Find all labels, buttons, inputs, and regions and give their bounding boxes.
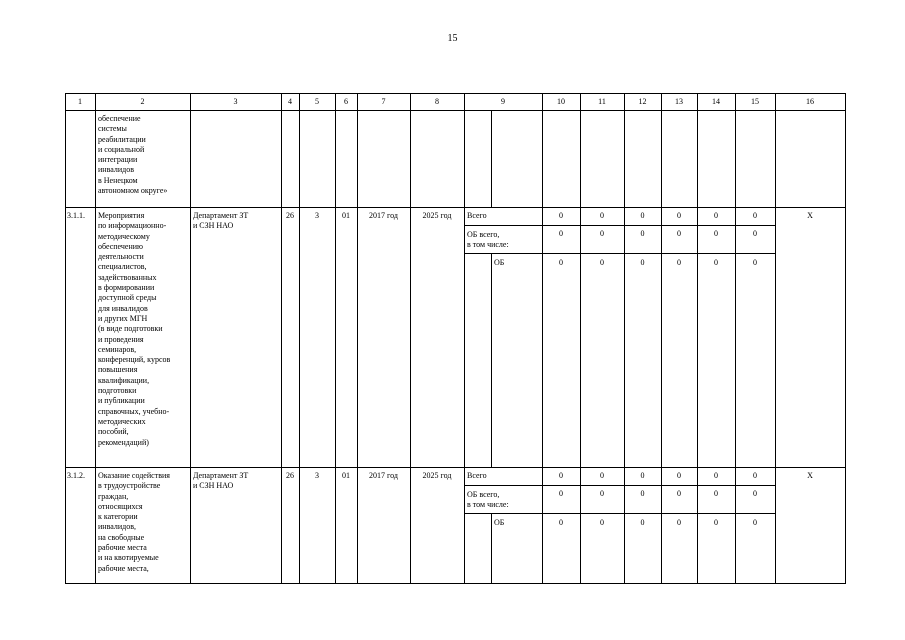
financing-value: 0 xyxy=(640,471,645,480)
row-measure-name: Оказание содействия в трудоустройстве граждан, относящихся к категории инвалидов, на свободные рабочие места и на квотируемые рабочие места, xyxy=(98,471,170,573)
financing-subrow-border xyxy=(464,253,776,254)
row-col4: 26 xyxy=(286,471,294,480)
column-border-12 xyxy=(661,93,662,584)
column-border-11 xyxy=(624,93,625,584)
financing-value: 0 xyxy=(753,518,757,527)
financing-value: 0 xyxy=(600,518,604,527)
financing-value: 0 xyxy=(559,211,563,220)
row-end-year: 2025 год xyxy=(422,471,452,480)
row-start-year: 2017 год xyxy=(369,471,398,480)
financing-value: 0 xyxy=(677,258,681,267)
financing-value: 0 xyxy=(559,471,563,480)
row-separator xyxy=(65,207,846,208)
financing-value: 0 xyxy=(559,258,563,267)
row-col16: X xyxy=(807,471,813,480)
row-col5: 3 xyxy=(315,471,319,480)
subcolumn-border xyxy=(491,253,492,467)
row-col6: 01 xyxy=(342,471,350,480)
financing-total-label: Всего xyxy=(467,471,487,480)
financing-ob-label: ОБ xyxy=(494,518,505,527)
column-border-14 xyxy=(735,93,736,584)
row-col16: X xyxy=(807,211,813,220)
financing-value: 0 xyxy=(600,229,604,238)
row-col6: 01 xyxy=(342,211,350,220)
financing-value: 0 xyxy=(714,489,718,498)
financing-value: 0 xyxy=(753,211,757,220)
header-col-11: 11 xyxy=(598,97,606,106)
financing-value: 0 xyxy=(677,518,681,527)
row-measure-name: Мероприятия по информационно- методическому обеспечению деятельности специалистов, задействованных в формировании доступной среды для инвалидов и других МГН (в виде подготовки и проведения семинаров, конференций, курсов повышения квалификации, подготовки и публикации справочных, учебно- методических пособий, рекомендаций) xyxy=(98,211,171,447)
header-col-6: 6 xyxy=(344,97,348,106)
header-bottom-border xyxy=(65,110,846,111)
column-border-5 xyxy=(335,93,336,584)
header-col-15: 15 xyxy=(751,97,759,106)
row-number: 3.1.2. xyxy=(67,471,85,480)
financing-value: 0 xyxy=(600,471,604,480)
financing-value: 0 xyxy=(753,471,757,480)
column-border-10 xyxy=(580,93,581,584)
financing-ob-label: ОБ xyxy=(494,258,505,267)
header-col-4: 4 xyxy=(288,97,292,106)
header-col-10: 10 xyxy=(557,97,565,106)
header-col-2: 2 xyxy=(140,97,145,106)
header-col-13: 13 xyxy=(675,97,683,106)
financing-value: 0 xyxy=(714,258,718,267)
subcolumn-border xyxy=(491,513,492,583)
financing-value: 0 xyxy=(714,211,718,220)
financing-ob-total-label: ОБ всего, в том числе: xyxy=(467,230,509,250)
financing-value: 0 xyxy=(559,229,563,238)
financing-value: 0 xyxy=(640,211,645,220)
table-bottom-border xyxy=(65,583,846,584)
financing-subrow-border xyxy=(464,485,776,486)
financing-value: 0 xyxy=(559,518,563,527)
column-border-6 xyxy=(357,93,358,584)
financing-value: 0 xyxy=(677,471,681,480)
row-executor: Департамент ЗТ и СЗН НАО xyxy=(193,211,249,231)
column-border-4 xyxy=(299,93,300,584)
financing-total-label: Всего xyxy=(467,211,487,220)
financing-value: 0 xyxy=(753,229,757,238)
column-border-3 xyxy=(281,93,282,584)
column-border-9 xyxy=(542,93,543,584)
row-number: 3.1.1. xyxy=(67,211,85,220)
financing-value: 0 xyxy=(714,471,718,480)
financing-subrow-border xyxy=(464,513,776,514)
column-border-13 xyxy=(697,93,698,584)
financing-value: 0 xyxy=(600,258,604,267)
header-col-8: 8 xyxy=(435,97,439,106)
table-top-border xyxy=(65,93,846,94)
subcolumn-border xyxy=(491,110,492,207)
financing-value: 0 xyxy=(753,489,757,498)
financing-value: 0 xyxy=(600,211,604,220)
financing-value: 0 xyxy=(714,518,718,527)
financing-value: 0 xyxy=(677,211,681,220)
financing-value: 0 xyxy=(640,518,645,527)
column-border-1 xyxy=(95,93,96,584)
continued-description: обеспечение системы реабилитации и социальной интеграции инвалидов в Ненецком автономном округе» xyxy=(98,114,168,196)
financing-subrow-border xyxy=(464,225,776,226)
financing-value: 0 xyxy=(640,258,645,267)
column-border-0 xyxy=(65,93,66,584)
row-col5: 3 xyxy=(315,211,319,220)
page-number: 15 xyxy=(447,33,458,44)
row-separator xyxy=(65,467,846,468)
financing-value: 0 xyxy=(753,258,757,267)
row-start-year: 2017 год xyxy=(369,211,398,220)
header-col-16: 16 xyxy=(806,97,814,106)
financing-value: 0 xyxy=(677,229,681,238)
financing-value: 0 xyxy=(640,489,645,498)
header-col-5: 5 xyxy=(315,97,319,106)
financing-value: 0 xyxy=(559,489,563,498)
header-col-9: 9 xyxy=(501,97,505,106)
financing-ob-total-label: ОБ всего, в том числе: xyxy=(467,490,509,510)
header-col-3: 3 xyxy=(233,97,238,106)
header-col-1: 1 xyxy=(78,97,82,106)
row-end-year: 2025 год xyxy=(422,211,452,220)
financing-value: 0 xyxy=(677,489,681,498)
column-border-15 xyxy=(775,93,776,584)
row-executor: Департамент ЗТ и СЗН НАО xyxy=(193,471,249,491)
financing-value: 0 xyxy=(714,229,718,238)
column-border-16 xyxy=(845,93,846,584)
column-border-7 xyxy=(410,93,411,584)
financing-value: 0 xyxy=(600,489,604,498)
header-col-7: 7 xyxy=(381,97,386,106)
column-border-8 xyxy=(464,93,465,584)
column-border-2 xyxy=(190,93,191,584)
financing-value: 0 xyxy=(640,229,645,238)
header-col-12: 12 xyxy=(638,97,647,106)
row-col4: 26 xyxy=(286,211,294,220)
header-col-14: 14 xyxy=(712,97,720,106)
